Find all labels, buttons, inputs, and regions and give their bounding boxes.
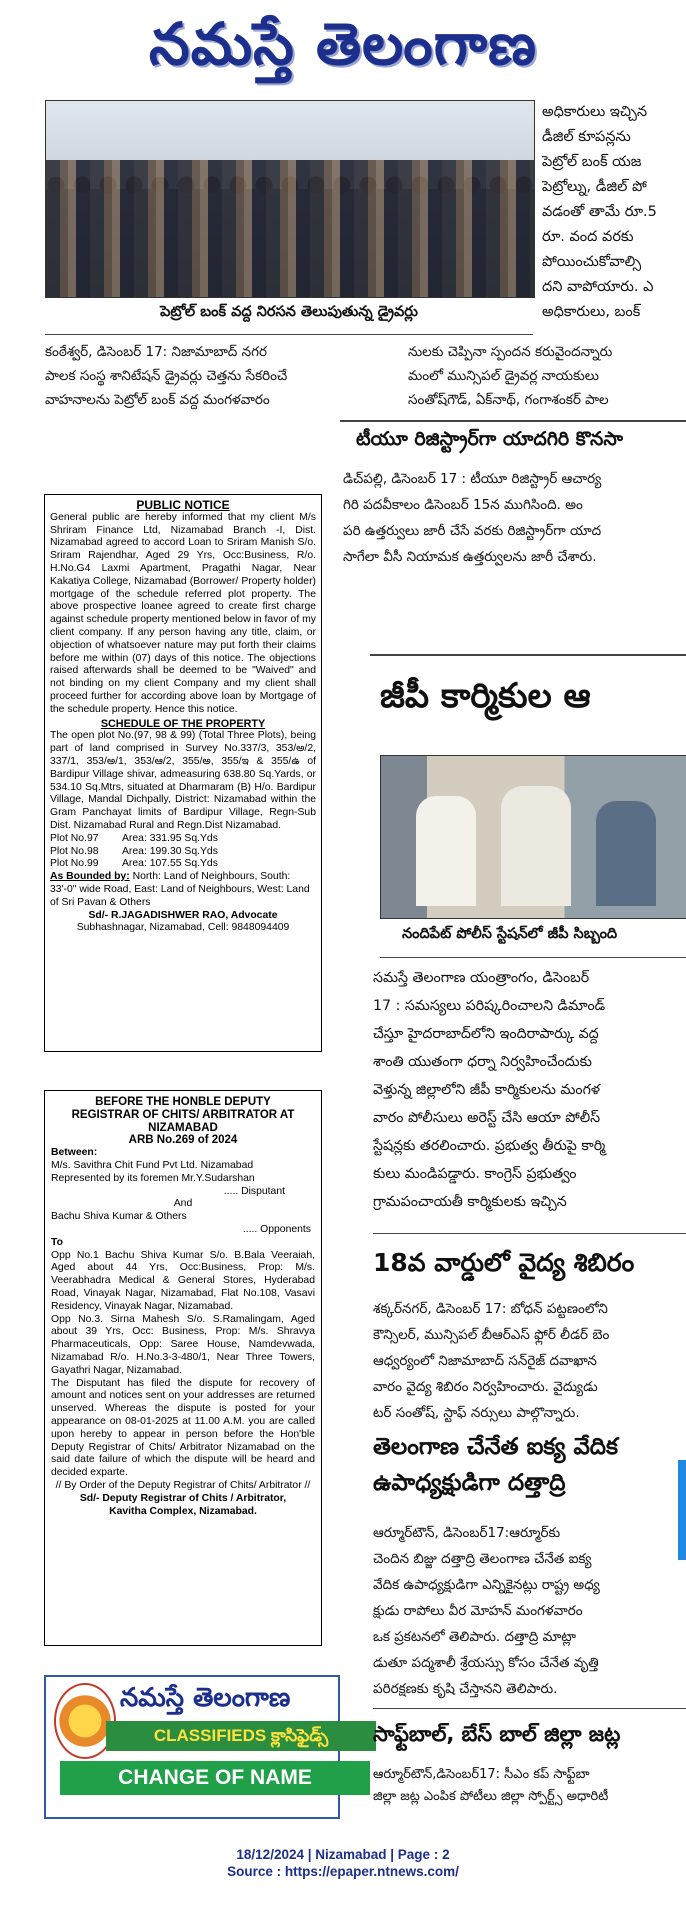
softball-headline: సాఫ్ట్‌బాల్, బేస్ బాల్ జిల్లా జట్ల — [373, 1722, 621, 1746]
disputant: M/s. Savithra Chit Fund Pvt Ltd. Nizamabad Represented by its foremen Mr.Y.Sudarshan — [51, 1159, 255, 1184]
bounded-by — [50, 871, 316, 909]
text-line: పోయించుకోవాల్సి — [542, 254, 642, 270]
masthead — [0, 0, 686, 88]
arb-title-2: REGISTRAR OF CHITS/ ARBITRATOR AT — [71, 1108, 295, 1121]
text-line: వాహనాలను పెట్రోల్ బంక్ వద్ద మంగళవారం — [45, 392, 270, 408]
advocate-address: Subhashnagar, Nizamabad, Cell: 9848094409 — [76, 922, 290, 934]
text-line: క్షుడు రాపోలు వీర మోహన్ మంగళవారం — [373, 1603, 583, 1619]
top-story-body-left — [45, 340, 385, 412]
text-line: ఆర్మూర్‌టౌన్,డిసెంబర్17: సీఎం కప్ సాఫ్ట్‌బా — [373, 1767, 590, 1782]
text-line: వారం వైద్య శిబిరం నిర్వహించారు. వైద్యుడు — [373, 1379, 598, 1395]
disputant-tag: ..... Disputant — [223, 1185, 285, 1197]
text-line: పరి ఉత్తర్వులు జారీ చేసే వరకు రిజిస్ట్రార్‌గా యాద — [343, 523, 602, 539]
text-line: జిల్లా జట్ల ఎంపిక పోటీలు జిల్లా స్పోర్ట్స్ అధారిటీ — [373, 1789, 609, 1804]
weaver-headline-1: తెలంగాణ చేనేత ఐక్య వేదిక — [373, 1434, 619, 1460]
plot-no: Plot No.97 — [50, 832, 99, 844]
divider — [45, 334, 533, 335]
text-line: డీజిల్ కూపన్లను — [542, 129, 631, 145]
opponent-1: Opp No.1 Bachu Shiva Kumar S/o. B.Bala Veeraiah, Aged about 44 Yrs, Occ:Business, Prop: M/s. Veerabhadra Medical & General Stores, Hyderabad Road, Vinayak Nagar, Nizamabad, Flat No.108, Vasavi Residency, Vinayak Nagar, Nizamabad. — [51, 1249, 315, 1312]
ward-story-body — [373, 1296, 686, 1426]
divider — [370, 654, 686, 656]
public-notice-title: PUBLIC NOTICE — [136, 498, 230, 512]
text-line: ఆధ్వర్యంలో నిజామాబాద్ సన్‌రైజ్ దవాఖాన — [373, 1353, 597, 1369]
arb-sign-2: Kavitha Complex, Nizamabad. — [109, 1505, 257, 1517]
registrar-headline: టీయూ రిజిస్ట్రార్‌గా యాదగిరి కొనసా — [356, 428, 623, 450]
text-line: డిచ్‌పల్లి, డిసెంబర్ 17 : టీయూ రిజిస్ట్రార్ ఆచార్య — [343, 471, 602, 487]
and-label: And — [173, 1198, 193, 1210]
bounded-text: North: Land of Neighbours, South: 33'-0" wide Road, East: Land of Neighbours, West: Land of Sri Pavan & Others — [50, 871, 310, 908]
plot-row — [50, 833, 316, 846]
footer-source: Source : https://epaper.ntnews.com/ — [227, 1864, 459, 1879]
arb-number: ARB No.269 of 2024 — [128, 1134, 238, 1147]
text-line: కౌన్సిలర్, మున్సిపల్ బీఆర్ఎస్ ఫ్లోర్ లీడర్ బెం — [373, 1327, 610, 1343]
plot-area: Area: 199.30 Sq.Yds — [122, 845, 218, 857]
text-line: పెట్రోల్ బంక్ యజ — [542, 154, 642, 170]
gp-story-body — [373, 964, 686, 1216]
page-footer — [0, 1847, 686, 1879]
text-line: చేస్తూ హైదరాబాద్‌లోని ఇందిరాపార్కు వద్ద — [373, 1026, 599, 1042]
text-line: వెళ్తున్న జిల్లాలోని జీపీ కార్మికులను మంగళ — [373, 1082, 601, 1098]
arb-body: The Disputant has filed the dispute for recovery of amount and notices sent on your addresses are returned unserved. Whereas the dispute is posted for your appearance on 08-01-2025 at 11.00 A.M. you are called upon hereby to appear in person before the Hon'ble Deputy Registrar of Chits/ Arbitrator Nizamabad on the said date failure of which the dispute will be heard and decided exparte. — [51, 1377, 315, 1479]
text-line: చెందిన బిజ్జు దత్తాద్రి తెలంగాణ చేనేత ఐక్య — [373, 1551, 592, 1567]
change-of-name-heading: CHANGE OF NAME — [60, 1761, 370, 1795]
text-line: సంతోష్‌గౌడ్, ఏక్‌నాథ్, గంగాశంకర్ పాల — [408, 392, 609, 408]
weaver-story-body — [373, 1520, 686, 1702]
text-line: వేదిక ఉపాధ్యక్షుడిగా ఎన్నికైనట్లు రాష్ట్ర అధ్య — [373, 1577, 600, 1593]
plot-row — [50, 858, 316, 871]
ward-headline: 18వ వార్డులో వైద్య శిబిరం — [373, 1248, 635, 1277]
text-line: గిరి పదవీకాలం డిసెంబర్ 15న ముగిసింది. అం — [343, 497, 583, 513]
masthead-title: నమస్తే తెలంగాణ — [149, 10, 537, 78]
public-notice-paragraph: General public are hereby informed that my client M/s Shriram Finance Ltd, Nizamabad Branch -I, Dist. Nizamabad agreed to accord Loan to Sriram Manish S/o. Sriram Rajendhar, Aged 29 Yrs, Occ:Business, R/o. H.No.G4 Laxmi Apartment, Pragathi Nagar, Near Kakatiya College, Nizamabad (Borrower/ Property holder) mortgage of the schedule referred plot property. The above prospective loanee agreed to create first charge against schedule property mentioned below in favor of my client company. If any person having any title, claim, or objection of whatsoever nature may put forth their claims before me within (07) days of this notice. The objections raised afterwards shall be deemed to be "Waived" and not binding on my client Company and my client shall proceed further for according above loan by Mortgage of the schedule property. Hence this notice. — [50, 511, 316, 715]
gp-headline: జీపీ కార్మికుల ఆ — [380, 676, 591, 716]
arb-sign-1: Sd/- Deputy Registrar of Chits / Arbitrator, — [79, 1492, 287, 1504]
text-line: మంలో మున్సిపల్ డ్రైవర్ల నాయకులు — [408, 368, 599, 384]
divider — [380, 957, 686, 958]
gp-photo-caption: నందిపేట్ పోలీస్ స్టేషన్‌లో జీపీ సిబ్బంది — [402, 926, 618, 942]
protest-photo-caption: పెట్రోల్ బంక్ వద్ద నిరసన తెలుపుతున్న డ్రైవర్లు — [160, 304, 418, 320]
arb-order: // By Order of the Deputy Registrar of Chits/ Arbitrator // — [55, 1479, 311, 1491]
text-line: పరిరక్షణకు కృషి చేస్తానని తెలిపారు. — [373, 1681, 558, 1697]
text-line: నులకు చెప్పినా స్పందన కరువైందన్నారు — [408, 344, 613, 360]
text-line: పెట్రోల్ను, డీజిల్ పో — [542, 179, 647, 195]
weaver-headline-2: ఉపాధ్యక్షుడిగా దత్తాద్రి — [373, 1470, 566, 1496]
gp-police-station-photo — [380, 755, 686, 919]
text-line: రూ. వంద వరకు — [542, 229, 634, 245]
text-line: టర్ సంతోష్, స్టాఫ్ నర్సులు పాల్గొన్నారు. — [373, 1405, 580, 1421]
text-line: పాలక సంస్థ శానిటేషన్ డ్రైవర్లు చెత్తను సేకరించే — [45, 368, 288, 384]
text-line: అధికారులు, బంక్ — [542, 304, 641, 320]
plot-area: Area: 331.95 Sq.Yds — [122, 832, 218, 844]
text-line: వడంతో తామే రూ.5 — [542, 204, 657, 220]
arb-title-3: NIZAMABAD — [148, 1121, 218, 1134]
bounded-label: As Bounded by: — [50, 871, 130, 883]
text-line: గ్రామపంచాయతీ కార్మికులకు ఇచ్చిన — [373, 1194, 567, 1210]
text-line: ఆర్మూర్‌టౌన్, డిసెంబర్17:ఆర్మూర్‌కు — [373, 1525, 561, 1541]
top-story-body-right — [408, 340, 686, 412]
top-story-right-column — [542, 100, 686, 325]
text-line: శక్కర్‌నగర్, డిసెంబర్ 17: బోధన్ పట్టణంలోని — [373, 1301, 608, 1317]
opponents-tag: ..... Opponents — [242, 1223, 311, 1235]
text-line: కులు మండిపడ్డారు. కాంగ్రెస్ ప్రభుత్వం — [373, 1166, 577, 1182]
text-line: శాంతి యుతంగా ధర్నా నిర్వహించేందుకు — [373, 1054, 592, 1070]
text-line: డుతూ పద్మశాలీ శ్రేయస్సు కోసం చేనేత వృత్తి — [373, 1655, 599, 1671]
between-label: Between: — [51, 1147, 98, 1159]
plot-row — [50, 846, 316, 859]
public-notice-box — [44, 494, 322, 1052]
text-line: ఒక ప్రకటనలో తెలిపారు. దత్తాద్రి మాట్లా — [373, 1629, 576, 1645]
classifieds-brand: నమస్తే తెలంగాణ — [120, 1683, 291, 1713]
arbitration-notice-box — [44, 1090, 322, 1646]
opponents: Bachu Shiva Kumar & Others — [51, 1211, 187, 1223]
advocate-signature: Sd/- R.JAGADISHWER RAO, Advocate — [88, 909, 278, 921]
classifieds-ad — [44, 1675, 340, 1819]
softball-story-body — [373, 1764, 686, 1808]
footer-date-edition: 18/12/2024 | Nizamabad | Page : 2 — [236, 1847, 450, 1862]
text-line: అధికారులు ఇచ్చిన — [542, 104, 648, 120]
opponent-3: Opp No.3. Sirna Mahesh S/o. S.Ramalingam, Aged about 39 Yrs, Occ: Business, Prop: M/s. Shravya Pharmaceuticals, Opp: Saree House, Namdevwada, Nizamabad R/o. H.No.3-3-480/1, Near Three Towers, Gayathri Nagar, Nizamabad. — [51, 1313, 315, 1376]
text-line: దని వాపోయారు. ఎ — [542, 279, 654, 295]
arb-title-1: BEFORE THE HONBLE DEPUTY — [95, 1096, 271, 1108]
text-line: 17 : సమస్యలు పరిష్కరించాలని డిమాండ్ — [373, 998, 606, 1014]
text-line: సాగేలా వీసీ నియామక ఉత్తర్వులను జారీ చేశారు. — [343, 549, 597, 565]
divider — [373, 1708, 686, 1709]
text-line: కంఠేశ్వర్, డిసెంబర్ 17: నిజామాబాద్ నగర — [45, 344, 267, 360]
text-line: వారం పోలీసులు అరెస్ట్ చేసి ఆయా పోలీస్ — [373, 1110, 601, 1126]
schedule-title: SCHEDULE OF THE PROPERTY — [100, 717, 266, 730]
schedule-text: The open plot No.(97, 98 & 99) (Total Three Plots), being part of land comprised in Survey No.337/3, 353/అ/2, 337/1, 353/అ/1, 353/ఆ/2, 355/అ, 355/ఇ & 355/ఉ of Bardipur Village shivar, admeasuring 638.80 Sq.Yards, or 534.10 Sq.Mtrs, situated at Dharmaram (B) H/o. Bardipur Village, Mandal Dichpally, District: Nizamabad within the Gram Panchayat limits of Bardipur Village, Regn-Sub Dist. Nizamabad Rural and Regn.Dist Nizamabad. — [50, 730, 316, 831]
classifieds-band: CLASSIFIEDS క్లాసిఫైడ్స్ — [106, 1721, 376, 1751]
plot-no: Plot No.99 — [50, 858, 99, 870]
text-line: స్టేషన్లకు తరలించారు. ప్రభుత్వ తీరుపై కార్మి — [373, 1138, 606, 1154]
divider — [373, 1233, 686, 1234]
text-line: సమస్తే తెలంగాణ యంత్రాంగం, డిసెంబర్ — [373, 970, 590, 986]
to-label: To — [51, 1236, 63, 1248]
protest-photo — [45, 100, 535, 298]
plot-no: Plot No.98 — [50, 845, 99, 857]
registrar-story-body — [343, 466, 686, 570]
divider — [340, 420, 686, 422]
plot-area: Area: 107.55 Sq.Yds — [122, 858, 218, 870]
